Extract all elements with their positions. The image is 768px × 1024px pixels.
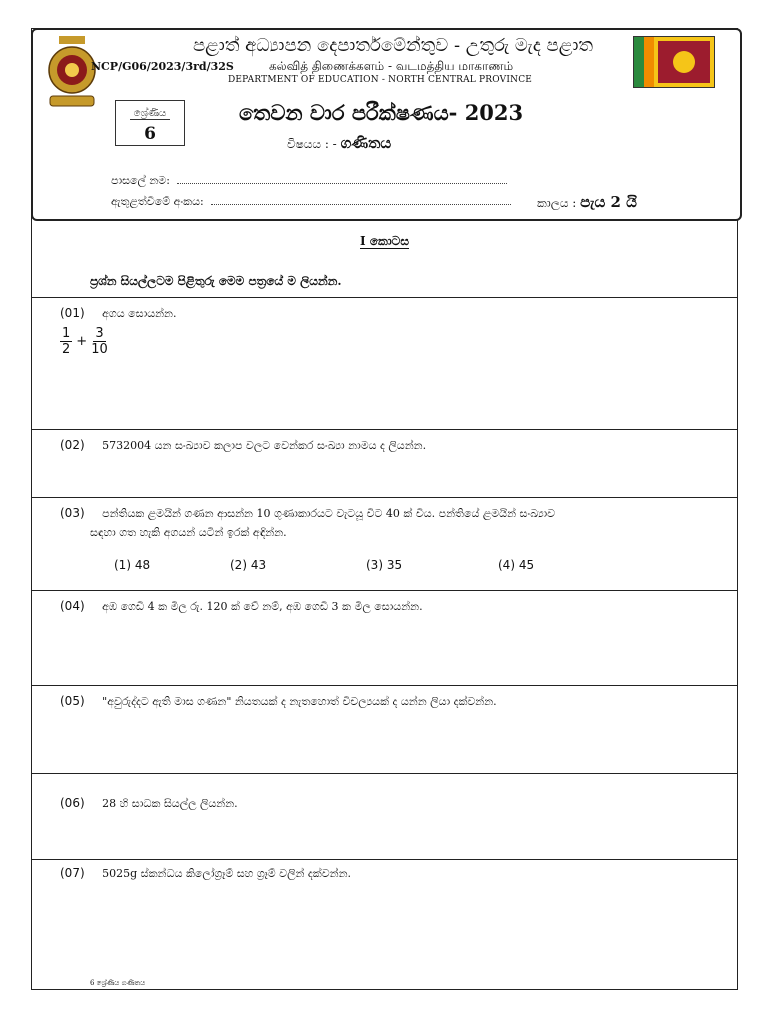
department-title-sinhala: පළාත් අධ්‍යාපන දෙපාර්තමේන්තුව - උතුරු මැද පළාත <box>193 35 593 56</box>
exam-paper <box>31 28 738 990</box>
option-1[interactable]: (1) 48 <box>114 558 151 572</box>
question-text: අඹ ගෙඩි 4 ක මිල රු. 120 ක් වේ නම්, අඹ ගෙඩි 3 ක මිල සොයන්න. <box>102 600 423 613</box>
grade-label: ශ්‍රේණිය <box>130 108 170 120</box>
question-number: (01) <box>60 306 85 320</box>
question-2 <box>32 429 737 497</box>
question-1 <box>32 297 737 429</box>
paper-code: NCP/G06/2023/3rd/32S <box>91 60 234 73</box>
question-4 <box>32 590 737 685</box>
school-name-label: පාසලේ නම: <box>111 174 170 187</box>
time-label: කාලය : <box>537 196 577 210</box>
question-number: (05) <box>60 694 85 708</box>
subject-label: විෂයය : - <box>287 137 337 151</box>
option-3[interactable]: (3) 35 <box>366 558 403 572</box>
question-6 <box>32 773 737 859</box>
fraction-expression: 1 2 + $\frac{3}{10}$ <box>62 326 108 357</box>
option-2[interactable]: (2) 43 <box>230 558 267 572</box>
part-title: I කොටස <box>360 234 409 248</box>
subject-line <box>287 134 391 152</box>
question-number: (03) <box>60 506 85 520</box>
index-number-label: ඇතුළත්වීමේ අංකය: <box>111 195 204 208</box>
option-4[interactable]: (4) 45 <box>498 558 535 572</box>
question-text: අගය සොයන්න. <box>102 307 177 320</box>
question-text: පන්තියක ළමයින් ගණන ආසන්න 10 ගුණාකාරයට වැටයූ විට 40 ක් විය. පන්තියේ ළමයින් සංඛ්‍යාව <box>102 507 556 520</box>
subject-value: ගණිතය <box>340 134 392 152</box>
grade-value: 6 <box>144 124 156 144</box>
question-number: (06) <box>60 796 85 810</box>
question-text: 5732004 යන සංඛ්‍යාව කලාප වලට වෙන්කර සංඛ්‍යා නාමය ද ලියන්න. <box>102 439 427 452</box>
page-footer: 6 ශ්‍රේණිය ගණිතය <box>90 979 146 987</box>
question-number: (02) <box>60 438 85 452</box>
lion-icon <box>673 51 695 73</box>
department-title-tamil: கல்வித் திணைக்களம் - வடமத்திய மாகாணம் <box>269 59 514 73</box>
time-value: පැය 2 යි <box>580 193 637 211</box>
question-number: (07) <box>60 866 85 880</box>
question-number: (04) <box>60 599 85 613</box>
school-name-field[interactable] <box>111 174 507 188</box>
time-line <box>537 193 637 211</box>
question-text-continued: සඳහා ගත හැකි අගයන් යටින් ඉරක් අඳින්න. <box>90 526 287 539</box>
provincial-emblem-icon <box>47 36 97 108</box>
instruction-text: ප්‍රශ්න සියල්ලටම පිළිතුරු මෙම පත්‍රයේ ම ලියන්න. <box>90 274 342 288</box>
question-7 <box>32 859 737 989</box>
department-title-english: DEPARTMENT OF EDUCATION - NORTH CENTRAL PROVINCE <box>228 75 533 85</box>
question-text: "අවුරුද්දට ඇති මාස ගණන" නියතයක් ද නැතහොත් විචල්‍යයක් ද යන්න ලියා දක්වන්න. <box>102 695 497 708</box>
question-text: 5025g ස්කන්ධය කිලෝග්‍රෑම් සහ ග්‍රෑම් වලින් දක්වන්න. <box>102 867 351 880</box>
paper-header <box>31 28 742 221</box>
index-number-field[interactable] <box>111 195 511 209</box>
sri-lanka-flag-icon <box>633 36 715 88</box>
exam-title: තෙවන වාර පරීක්ෂණය- 2023 <box>239 100 524 125</box>
question-text: 28 හි සාධක සියල්ල ලියන්න. <box>102 797 238 810</box>
grade-box <box>115 100 185 146</box>
question-3 <box>32 497 737 590</box>
question-5 <box>32 685 737 773</box>
